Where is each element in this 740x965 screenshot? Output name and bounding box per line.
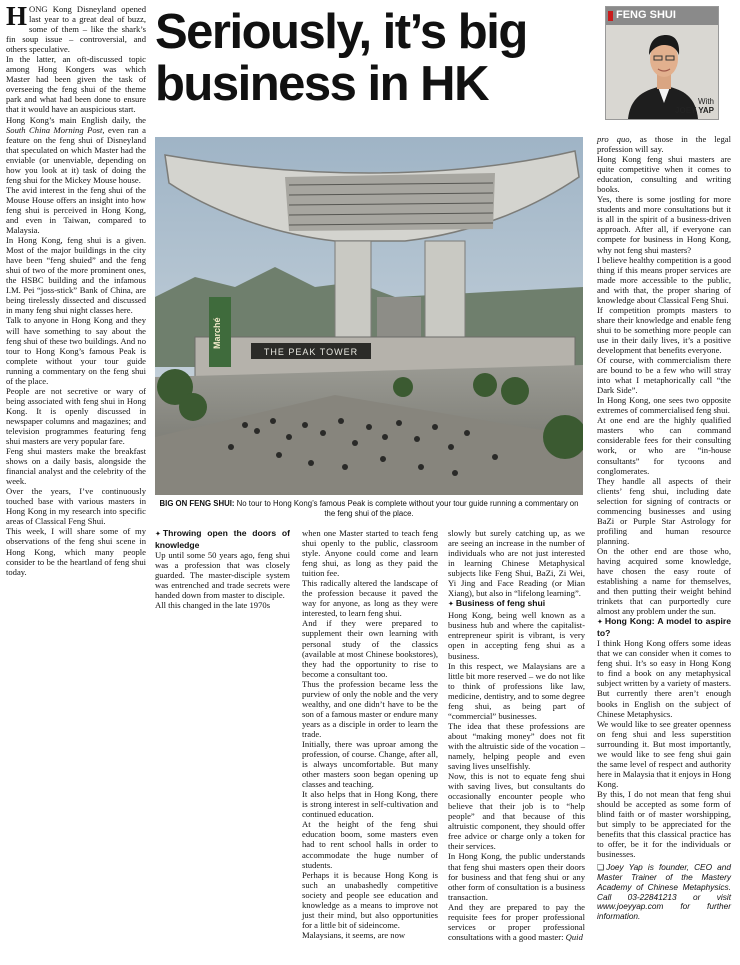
bullet-icon: ✦ bbox=[155, 531, 161, 538]
subheading bbox=[448, 598, 585, 610]
bullet-icon: ✦ bbox=[597, 619, 603, 627]
paragraph: At the height of the feng shui education boom, some masters even had to rent school halls in order to accommodate the huge number of students. bbox=[302, 819, 438, 870]
paragraph bbox=[6, 115, 146, 185]
paragraph: By this, I do not mean that feng shui should be accepted as some form of blind faith or of master worshipping, but simply to be appreciated for the benefits that this classical practice has to offer, be it for the individuals or businesses. bbox=[597, 788, 731, 860]
paragraph: People are not secretive or wary of being associated with feng shui in Hong Kong. It is openly discussed in newspaper columns and magazines; and television programmes featuring feng shui masters are very popular fare. bbox=[6, 385, 146, 447]
subheading-text: Hong Kong: A model to aspire to? bbox=[597, 616, 731, 639]
author-bio-text: Joey Yap is founder, CEO and Master Trainer of the Mastery Academy of Chinese Metaphysics. Call 03-22841213 or visit www.joeyyap.com for further information. bbox=[597, 862, 731, 922]
caption-text: No tour to Hong Kong’s famous Peak is complete without your tour guide running a commentary on the feng shui of the place. bbox=[234, 499, 579, 518]
paragraph: They handle all aspects of their clients’ feng shui, including date selection for signing of contracts or commencing businesses and using BaZi or Purple Star Astrology for profiling and human resource planning. bbox=[597, 475, 731, 546]
column-1 bbox=[6, 1, 146, 577]
photo-caption bbox=[155, 499, 583, 518]
dropcap: H bbox=[6, 1, 28, 31]
paragraph: Thus the profession became less the purview of only the noble and the very wealthy, and one didn’t have to be the son of a famous master or endure many years as a disciple in order to learn the trade. bbox=[302, 678, 438, 739]
paragraph: And if they were prepared to supplement their own learning with personal study of the classics (available at most Chinese bookstores), they had the opportunity to rise to become a consultant too. bbox=[302, 618, 438, 679]
paragraph: Up until some 50 years ago, feng shui was a profession that was closely guarded. The master-disciple system was entrenched and trade secrets were handed down from master to disciple. bbox=[155, 550, 290, 601]
columnist-name: JOEY YAP bbox=[675, 106, 714, 115]
columnist-box bbox=[605, 6, 719, 120]
subheading bbox=[155, 528, 290, 550]
column-2 bbox=[155, 528, 290, 610]
column-tag-label: FENG SHUI bbox=[616, 9, 676, 21]
paragraph: Hong Kong, being well known as a business hub and where the capitalist-entrepreneur spirit is vibrant, is very open in accepting feng shui as a business. bbox=[448, 610, 585, 661]
box-icon: ❏ bbox=[597, 863, 605, 873]
headline: Seriously, it’s big business in HK bbox=[155, 5, 527, 111]
paragraph: Initially, there was uproar among the profession, of course. Change, after all, is always uncomfortable. But many other masters soon began opening up classes and teaching. bbox=[302, 738, 438, 790]
paragraph: Now, this is not to equate feng shui with saving lives, but consultants do occasionally encounter people who believe that their job is to “help people” and that because of this altruistic component, they should offer free advice or charge only a token for their services. bbox=[448, 771, 585, 852]
subheading-text: Throwing open the doors of knowledge bbox=[155, 528, 290, 550]
columnist-byline bbox=[675, 97, 714, 115]
paragraph: At one end are the highly qualified masters who can command considerable fees for their consulting work, or who are “in-house consultants” for tycoons and conglomerates. bbox=[597, 415, 731, 476]
paragraph: This radically altered the landscape of the profession because it paved the way for anyone, as long as they were interested, to learn feng shui. bbox=[302, 578, 438, 619]
column-5 bbox=[597, 134, 731, 922]
paragraph: The idea that these professions are about “making money” does not fit with the altruistic side of the vocation – namely, helping people and even saving lives unselfishly. bbox=[448, 720, 585, 772]
paragraph: Feng shui masters make the breakfast shows on a daily basis, alongside the financial analyst and the celebrity of the week. bbox=[6, 446, 146, 487]
paragraph-italic: Quid bbox=[565, 931, 583, 942]
paragraph: It also helps that in Hong Kong, there is strong interest in self-cultivation and continued education. bbox=[302, 789, 438, 820]
paragraph: In Hong Kong, feng shui is a given. Most of the major buildings in the city have been “feng shuied” and the feng shui of two of the more prominent ones, the HSBC building and the infamous I.M. Pei “joss-stick” Bank of China, are being tirelessly dissected and discussed in many feng shui night classes here. bbox=[6, 235, 146, 316]
paragraph: Talk to anyone in Hong Kong and they will have something to say about the feng shui of these two buildings. And no tour to Hong Kong’s famous Peak is complete without your tour guide running a commentary on the feng shui of the place. bbox=[6, 315, 146, 386]
bullet-icon: ✦ bbox=[448, 601, 454, 609]
paragraph: In this respect, we Malaysians are a little bit more reserved – we do not like to think of professions like law, medicine, dentistry, and to some degree feng shui, as being part of “commercial” businesses. bbox=[448, 660, 585, 721]
sign-marche: Marché bbox=[212, 317, 222, 349]
subheading-text: Business of feng shui bbox=[455, 598, 546, 609]
column-4 bbox=[448, 528, 585, 942]
paragraph: In Hong Kong, one sees two opposite extremes of commercialised feng shui. bbox=[597, 395, 731, 416]
paragraph-text: , as those in the legal profession will say. bbox=[597, 134, 731, 155]
paragraph: This week, I will share some of my observations of the feng shui scene in Hong Kong, which many people consider to be the heartland of feng shui today. bbox=[6, 526, 146, 577]
column-3 bbox=[302, 528, 438, 940]
subheading bbox=[597, 616, 731, 638]
paragraph-text: , even ran a feature on the feng shui of Disneyland that speculated on which Master had the enviable (or unenviable, depending on how you look at it) task of doing the feng shui for the Mickey Mouse house. bbox=[6, 124, 146, 185]
paragraph-text: And they are prepared to pay the requisite fees for proper professional services or proper professional consultations with a good master: bbox=[448, 901, 585, 942]
with-label: With bbox=[698, 97, 714, 106]
paragraph-text: Hong Kong’s main English daily, the bbox=[6, 114, 146, 125]
author-bio bbox=[597, 863, 731, 922]
paragraph bbox=[6, 1, 146, 55]
paragraph: In Hong Kong, the public understands that feng shui masters open their doors for business and that feng shui or any other form of consultation is a business transaction. bbox=[448, 851, 585, 902]
paragraph: Perhaps it is because Hong Kong is such an unabashedly competitive society and people see education and knowledge as a means to improve not just their mind, but also opportunities for a little bit of sideincome. bbox=[302, 869, 438, 930]
paragraph: Hong Kong feng shui masters are quite competitive when it comes to education, consulting and writing books. bbox=[597, 154, 731, 195]
paragraph: I believe healthy competition is a good thing if this means proper services are made more accessible to the public, and with that, the proper sharing of knowledge about Classical Feng Shui. bbox=[597, 254, 731, 305]
paragraph: All this changed in the late 1970s bbox=[155, 600, 271, 611]
paragraph bbox=[448, 902, 585, 942]
caption-lead: BIG ON FENG SHUI: bbox=[159, 499, 235, 508]
paragraph: If competition prompts masters to share their knowledge and enable feng shui to be something more people can use in their daily lives, it’s a positive development that benefits everyone. bbox=[597, 304, 731, 355]
paragraph bbox=[597, 134, 731, 154]
paragraph: I think Hong Kong offers some ideas that we can consider when it comes to feng shui. It’s so easy in Hong Kong to find a book on any metaphysical subject written by a variety of masters. But currently there aren’t enough books in English on the subject of Chinese Metaphysics. bbox=[597, 638, 731, 719]
paragraph: We would like to see greater openness on feng shui and less superstition surrounding it. But most importantly, we would like to see feng shui gain the same level of respect and authority here in Malaysia that it enjoys in Hong Kong. bbox=[597, 718, 731, 789]
paragraph: Malaysians, it seems, are now bbox=[302, 929, 406, 940]
paragraph: Yes, there is some jostling for more students and more consultations but it is all in the spirit of a business-driven approach. After all, if everyone can compete for business in Hong Kong, why not feng shui masters? bbox=[597, 194, 731, 255]
paragraph: slowly but surely catching up, as we are seeing an increase in the number of individuals who are not just interested in learning Chinese Metaphysical subjects like Feng Shui, BaZi, Zi Wei, Yi Jing and Face Reading (or Mian Xiang), but also in “lifelong learning”. bbox=[448, 528, 585, 599]
paragraph: when one Master started to teach feng shui openly to the public, classroom style. Anyone could come and learn feng shui, as long as they paid the tuition fee. bbox=[302, 528, 438, 579]
photo-illustration bbox=[155, 137, 583, 495]
peak-tower-photo bbox=[155, 137, 583, 495]
paragraph-italic: pro quo bbox=[597, 134, 630, 144]
paragraph: The avid interest in the feng shui of the Mouse House offers an insight into how feng shui is perceived in Hong Kong, and even in Taiwan, compared to Malaysia. bbox=[6, 184, 146, 236]
sign-peak-tower: THE PEAK TOWER bbox=[263, 347, 359, 357]
paragraph: In the latter, an oft-discussed topic among Hong Kongers was which Master had been given the task of overseeing the feng shui of the theme park and what had been done to ensure that it would have an auspicious start. bbox=[6, 54, 146, 115]
paragraph: On the other end are those who, having acquired some knowledge, have chosen the easy route of establishing a name for themselves, and then putting their weight behind trinkets that can purportedly cure almost any problem under the sun. bbox=[597, 545, 731, 617]
newspaper-name: South China Morning Post bbox=[6, 124, 103, 135]
paragraph: Over the years, I’ve continuously touched base with various masters in Hong Kong in my research into specific areas of Classical Feng Shui. bbox=[6, 486, 146, 527]
paragraph-text: ONG Kong Disneyland opened last year to a great deal of buzz, some of them – like the shark’s fin soup issue – controversial, and others speculative. bbox=[6, 4, 146, 55]
paragraph: Of course, with commercialism there are bound to be a few who will stray into what I metaphorically call “the Dark Side”. bbox=[597, 355, 731, 396]
